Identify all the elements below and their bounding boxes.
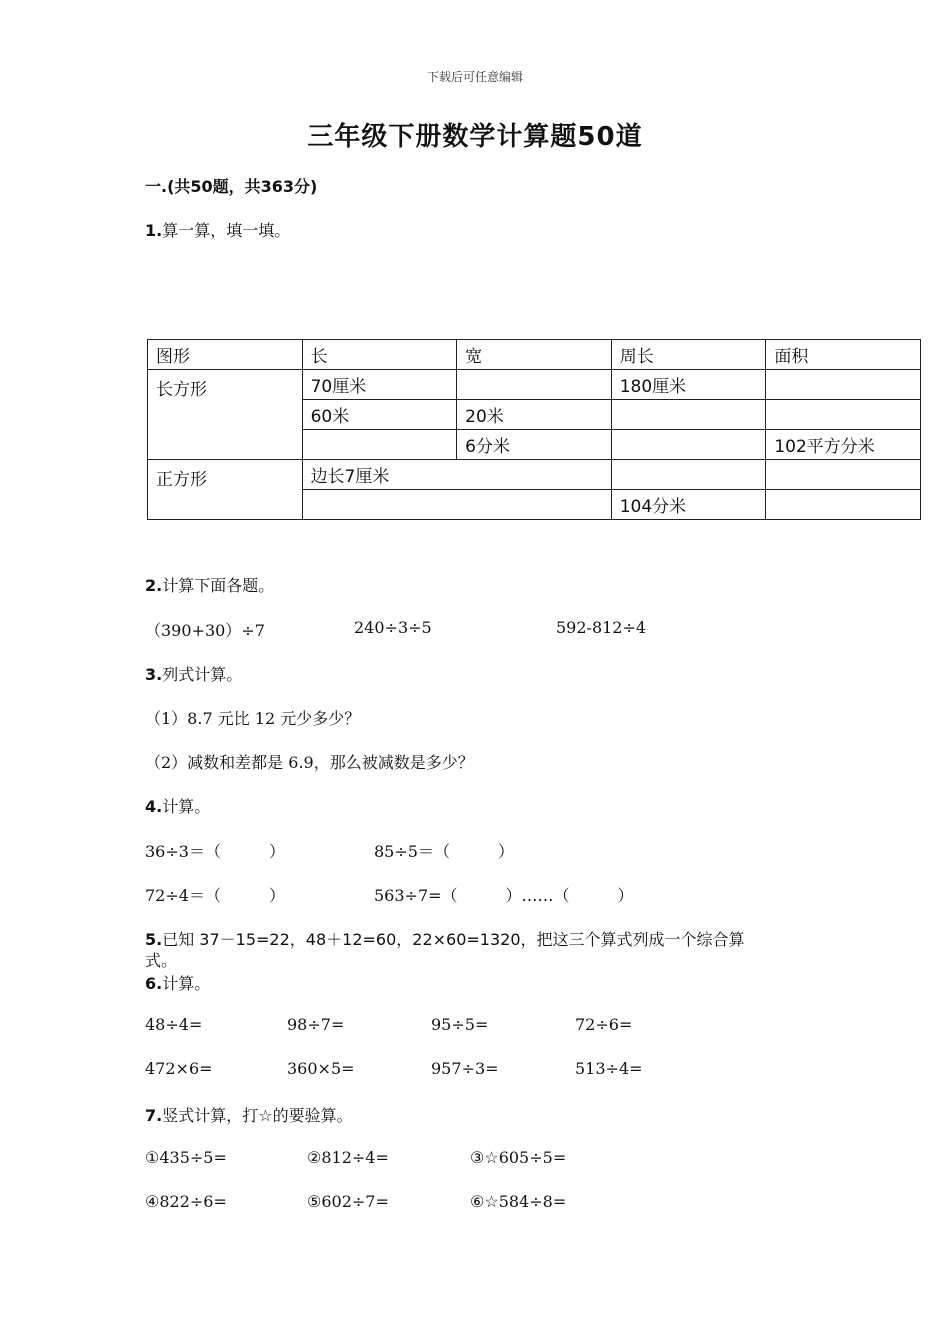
table-header-row <box>148 340 921 370</box>
word-problem: （2）减数和差都是 6.9，那么被减数是多少？ <box>145 753 474 772</box>
calc-item: 98÷7= <box>287 1015 345 1034</box>
section-heading: 一.(共50题，共363分) <box>145 177 318 196</box>
table-cell: 6分米 <box>457 430 612 460</box>
table-cell: 102平方分米 <box>766 430 921 460</box>
table-header: 宽 <box>457 340 612 370</box>
calc-item: ⑤602÷7= <box>307 1192 389 1211</box>
question-6 <box>145 971 210 994</box>
question-text: 计算。 <box>162 974 211 993</box>
question-text: 竖式计算，打☆的要验算。 <box>162 1106 353 1125</box>
calc-item: 513÷4= <box>575 1059 643 1078</box>
question-3 <box>145 662 242 685</box>
table-cell: 180厘米 <box>611 370 766 400</box>
question-number: 7. <box>145 1106 163 1125</box>
table-cell: 长方形 <box>148 370 303 460</box>
table-row <box>148 370 921 400</box>
calc-item: 85÷5＝（ ） <box>374 842 514 861</box>
table-cell: 正方形 <box>148 460 303 520</box>
table-header: 图形 <box>148 340 303 370</box>
question-text: 算一算，填一填。 <box>162 221 291 240</box>
calc-item: 72÷6= <box>575 1015 633 1034</box>
table-cell: 104分米 <box>611 490 766 520</box>
table-cell-blank[interactable] <box>766 460 921 490</box>
table-cell-blank[interactable] <box>766 370 921 400</box>
calc-item: 957÷3= <box>431 1059 499 1078</box>
shape-table <box>147 339 921 520</box>
table-header: 周长 <box>611 340 766 370</box>
question-5-continued: 式。 <box>145 951 178 970</box>
question-7 <box>145 1103 353 1126</box>
table-cell-blank[interactable] <box>302 430 457 460</box>
calc-item: 48÷4= <box>145 1015 203 1034</box>
calc-item: 95÷5= <box>431 1015 489 1034</box>
question-text: 已知 37－15=22，48＋12=60，22×60=1320，把这三个算式列成一个综合算 <box>162 930 745 949</box>
table-header: 面积 <box>766 340 921 370</box>
calc-item: 592-812÷4 <box>556 618 647 637</box>
page-title: 三年级下册数学计算题50道 <box>307 122 643 152</box>
calc-item: ①435÷5= <box>145 1148 227 1167</box>
question-number: 5. <box>145 930 163 949</box>
question-1 <box>145 218 290 241</box>
table-cell-blank[interactable] <box>766 490 921 520</box>
table-row <box>148 460 921 490</box>
calc-item: 72÷4＝（ ） <box>145 886 285 905</box>
question-5 <box>145 927 745 950</box>
table-cell-blank[interactable] <box>611 400 766 430</box>
calc-item: 240÷3÷5 <box>354 618 432 637</box>
table-cell-blank[interactable] <box>611 430 766 460</box>
table-cell: 20米 <box>457 400 612 430</box>
calc-item: 36÷3＝（ ） <box>145 842 285 861</box>
question-text: 计算下面各题。 <box>162 576 275 595</box>
word-problem: （1）8.7 元比 12 元少多少？ <box>145 709 361 728</box>
question-number: 6. <box>145 974 163 993</box>
question-number: 2. <box>145 576 163 595</box>
header-note: 下载后可任意编辑 <box>426 70 523 84</box>
calc-item: 472×6= <box>145 1059 213 1078</box>
table-cell-blank[interactable] <box>766 400 921 430</box>
calc-item: 360×5= <box>287 1059 355 1078</box>
question-text: 计算。 <box>162 797 211 816</box>
table-cell: 60米 <box>302 400 457 430</box>
question-number: 1. <box>145 221 163 240</box>
table-cell: 70厘米 <box>302 370 457 400</box>
question-text: 列式计算。 <box>162 665 243 684</box>
calc-item: ②812÷4= <box>307 1148 389 1167</box>
calc-item: （390+30）÷7 <box>145 621 265 640</box>
question-2 <box>145 573 274 596</box>
table-cell-blank[interactable] <box>611 460 766 490</box>
question-number: 3. <box>145 665 163 684</box>
calc-item: ③☆605÷5= <box>470 1148 567 1167</box>
calc-item: 563÷7=（ ）……（ ） <box>374 886 634 905</box>
calc-item: ⑥☆584÷8= <box>470 1192 567 1211</box>
question-number: 4. <box>145 797 163 816</box>
calc-item: ④822÷6= <box>145 1192 227 1211</box>
table-cell-blank[interactable] <box>457 370 612 400</box>
table-cell-blank[interactable] <box>302 490 611 520</box>
table-cell: 边长7厘米 <box>302 460 611 490</box>
table-header: 长 <box>302 340 457 370</box>
question-4 <box>145 794 210 817</box>
